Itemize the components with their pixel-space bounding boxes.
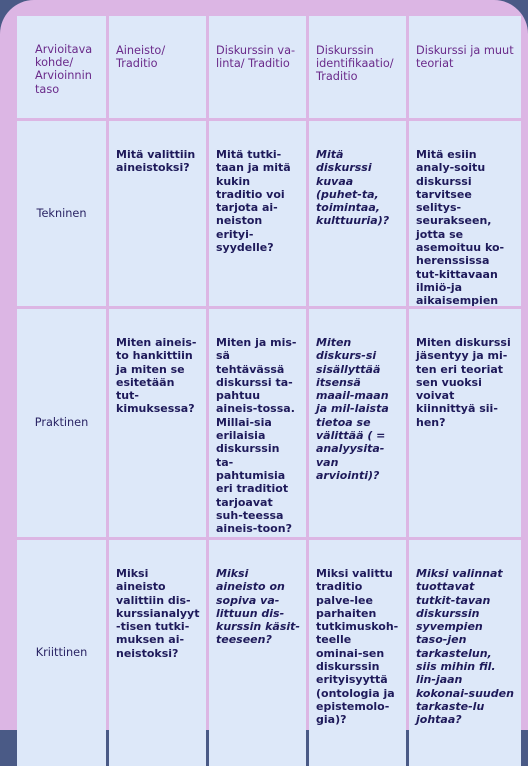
table-cell: Miten diskurssi jäsentyy ja mi-ten eri teoriat sen vuoksi voivat kiinnittyä sii-hen? [409, 309, 521, 537]
row-label-tekninen: Tekninen [17, 121, 106, 306]
row-label-praktinen: Praktinen [17, 309, 106, 537]
header-cell-discourse-identification: Diskurssin identifikaatio/ Traditio [309, 16, 406, 118]
table-cell: Miksi valinnat tuottavat tutkit-tavan diskurssin syvempien taso-jen tarkastelun, siis mihin fil. lin-jaan kokonai-suuden tarkaste-lu johtaa? [409, 540, 521, 766]
header-cell-material: Aineisto/ Traditio [109, 16, 206, 118]
header-cell-discourse-choice: Diskurssin va-linta/ Traditio [209, 16, 306, 118]
discourse-evaluation-table [17, 16, 514, 727]
table-cell: Miten diskurs-si sisällyttää itsensä maail-maan ja mil-laista tietoa se välittää ( = analyysita-van arviointi)? [309, 309, 406, 537]
table-cell: Mitä diskurssi kuvaa (puhet-ta, toimintaa, kulttuuria)? [309, 121, 406, 306]
header-cell-evaluation-level: Arvioitava kohde/ Arvioinnin taso [17, 16, 106, 118]
table-cell: Mitä tutki-taan ja mitä kukin traditio voi tarjota ai-neiston erityi-syydelle? [209, 121, 306, 306]
table-cell: Miten aineis-to hankittiin ja miten se esitetään tut-kimuksessa? [109, 309, 206, 537]
table-cell: Mitä valittiin aineistoksi? [109, 121, 206, 306]
table-cell: Mitä esiin analy-soitu diskurssi tarvitsee selitys-seurakseen, jotta se asemoituu ko-herenssissa tut-kittavaan ilmiö-ja aikaisempien [409, 121, 521, 306]
table-cell: Miksi aineisto valittiin dis-kurssianalyyt-tisen tutki-muksen ai-neistoksi? [109, 540, 206, 766]
row-label-kriittinen: Kriittinen [17, 540, 106, 766]
table-cell: Miten ja mis-sä tehtävässä diskurssi ta-pahtuu aineis-tossa. Millai-sia erilaisia diskurssin ta-pahtumisia eri traditiot tarjoavat suh-teessa aineis-toon? [209, 309, 306, 537]
header-cell-discourse-theories: Diskurssi ja muut teoriat [409, 16, 521, 118]
table-cell: Miksi aineisto on sopiva va-littuun dis-kurssin käsit-teeseen? [209, 540, 306, 766]
table-cell: Miksi valittu traditio palve-lee parhaiten tutkimuskoh-teelle ominai-sen diskurssin erityisyyttä (ontologia ja epistemolo-gia)? [309, 540, 406, 766]
